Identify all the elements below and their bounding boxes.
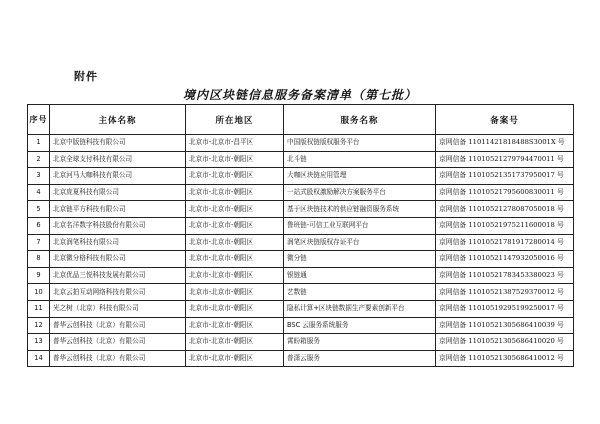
cell-service: 微分链 [284,251,436,268]
cell-region: 北京市-北京市-朝阳区 [186,201,284,218]
cell-service: 隐私计算+区块链数据生产要素创新平台 [284,300,436,317]
cell-index: 6 [28,217,50,234]
cell-region: 北京市-北京市-朝阳区 [186,251,284,268]
cell-service: 润笔区块链版权存证平台 [284,234,436,251]
table-row [28,334,574,351]
header-record: 备案号 [436,105,574,135]
cell-record: 京网信备 11010521975211600018 号 [436,217,574,234]
cell-record: 京网信备 11010521795600830011 号 [436,184,574,201]
table-header-row [28,105,574,135]
cell-service: 鲁班链-可信工业互联网平台 [284,217,436,234]
cell-service: 一站式股权激励解决方案服务平台 [284,184,436,201]
cell-region: 北京市-北京市-朝阳区 [186,317,284,334]
cell-record: 京网信备 11010521783453380023 号 [436,267,574,284]
cell-entity: 北京中版链科技有限公司 [50,135,186,152]
document-title: 境内区块链信息服务备案清单（第七批） [182,88,417,102]
cell-region: 北京市-北京市-朝阳区 [186,234,284,251]
cell-entity: 北京云拍互动网络科技有限公司 [50,284,186,301]
cell-index: 12 [28,317,50,334]
cell-index: 9 [28,267,50,284]
cell-service: 中国版权链版权服务平台 [284,135,436,152]
cell-entity: 北京润笔科技有限公司 [50,234,186,251]
cell-region: 北京市-北京市-昌平区 [186,135,284,152]
cell-entity: 光之树（北京）科技有限公司 [50,300,186,317]
table-row [28,251,574,268]
cell-entity: 普华云创科技（北京）有限公司 [50,350,186,367]
table-row [28,135,574,152]
cell-index: 11 [28,300,50,317]
cell-index: 2 [28,151,50,168]
header-region: 所在地区 [186,105,284,135]
cell-record: 京网信备 11010521279794470011 号 [436,151,574,168]
cell-entity: 北京庞夏科技有限公司 [50,184,186,201]
cell-region: 北京市-北京市-朝阳区 [186,168,284,185]
cell-record: 京网信备 11010521305686410012 号 [436,350,574,367]
cell-record: 京网信备 11010521305686410020 号 [436,334,574,351]
cell-service: 北斗链 [284,151,436,168]
cell-region: 北京市-北京市-朝阳区 [186,334,284,351]
cell-index: 10 [28,284,50,301]
table-row [28,201,574,218]
cell-index: 14 [28,350,50,367]
cell-service: 艺数链 [284,284,436,301]
cell-index: 1 [28,135,50,152]
cell-record: 京网信备 11010519295199250017 号 [436,300,574,317]
registry-table [27,104,574,367]
cell-index: 7 [28,234,50,251]
cell-entity: 北京名洋数字科技股份有限公司 [50,217,186,234]
table-row [28,168,574,185]
attachment-label: 附件 [74,70,98,83]
cell-service: 基于区块链技术的供应链融资服务系统 [284,201,436,218]
table-row [28,217,574,234]
cell-entity: 北京微分格科技有限公司 [50,251,186,268]
cell-service: BSC 云服务系统服务 [284,317,436,334]
cell-index: 5 [28,201,50,218]
cell-entity: 北京优品三悦科技发展有限公司 [50,267,186,284]
cell-record: 京网信备 11010521147932050016 号 [436,251,574,268]
cell-region: 北京市-北京市-朝阳区 [186,350,284,367]
header-entity: 主体名称 [50,105,186,135]
cell-service: 银链通 [284,267,436,284]
cell-index: 8 [28,251,50,268]
table-row [28,267,574,284]
cell-region: 北京市-北京市-朝阳区 [186,151,284,168]
cell-record: 京网信备 11010521781917280014 号 [436,234,574,251]
table-row [28,284,574,301]
cell-region: 北京市-北京市-朝阳区 [186,267,284,284]
cell-region: 北京市-北京市-朝阳区 [186,300,284,317]
cell-record: 京网信备 11011421818488S3001X 号 [436,135,574,152]
cell-index: 13 [28,334,50,351]
table-row [28,234,574,251]
table-row [28,350,574,367]
cell-record: 京网信备 11010521305686410039 号 [436,317,574,334]
cell-record: 京网信备 11010521278087050018 号 [436,201,574,218]
table-row [28,151,574,168]
cell-region: 北京市-北京市-朝阳区 [186,284,284,301]
cell-region: 北京市-北京市-朝阳区 [186,217,284,234]
header-index: 序号 [28,105,50,135]
cell-entity: 北京链平方科技有限公司 [50,201,186,218]
cell-service: 普潇云服务 [284,350,436,367]
table-row [28,300,574,317]
cell-service: 大咖区块链应用管理 [284,168,436,185]
cell-entity: 北京河马大咖科技有限公司 [50,168,186,185]
cell-region: 北京市-北京市-朝阳区 [186,184,284,201]
table-body [28,135,574,367]
cell-record: 京网信备 11010521351737950017 号 [436,168,574,185]
cell-entity: 普华云创科技（北京）有限公司 [50,317,186,334]
cell-service: 霄盼箱服务 [284,334,436,351]
cell-index: 3 [28,168,50,185]
cell-record: 京网信备 11010521387529370012 号 [436,284,574,301]
cell-entity: 北京全球支付科技有限公司 [50,151,186,168]
table-row [28,317,574,334]
table-row [28,184,574,201]
cell-entity: 普华云创科技（北京）有限公司 [50,334,186,351]
cell-index: 4 [28,184,50,201]
header-service: 服务名称 [284,105,436,135]
